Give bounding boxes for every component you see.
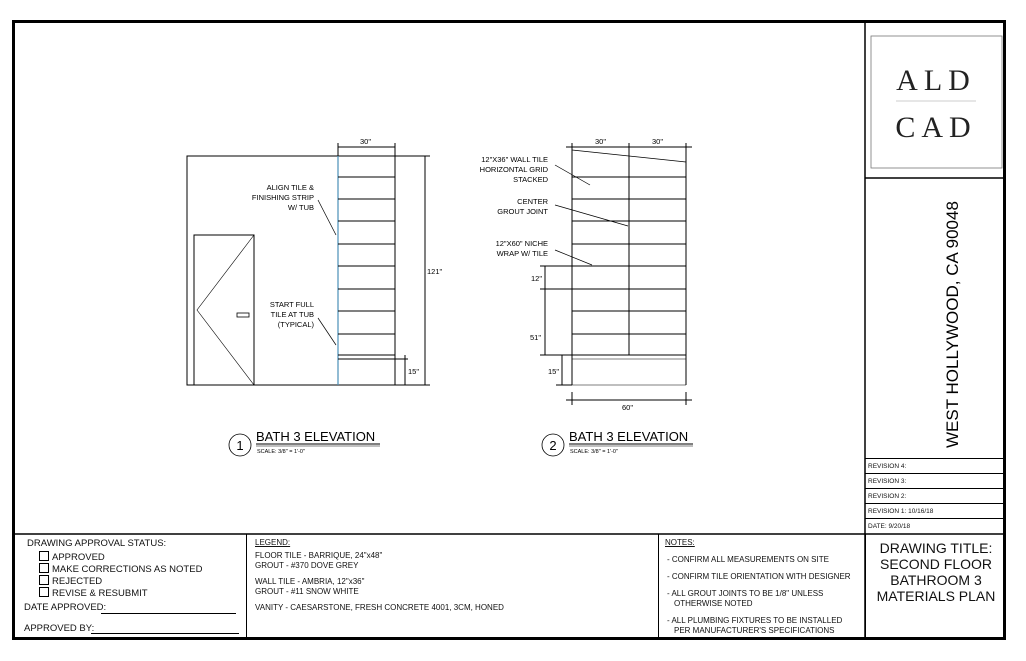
approved-by-label: APPROVED BY:: [24, 623, 95, 634]
drawing-title-line2: BATHROOM 3: [890, 572, 982, 588]
elev2-number: 2: [549, 438, 557, 453]
rejected-label: REJECTED: [52, 576, 103, 587]
notes-panel: [658, 534, 865, 639]
legend-heading: LEGEND:: [255, 538, 291, 547]
corrections-label: MAKE CORRECTIONS AS NOTED: [52, 564, 203, 575]
elev2-callout3-l2: WRAP W/ TILE: [496, 249, 548, 258]
revision-4: REVISION 4:: [865, 458, 1006, 473]
note-3-l2: OTHERWISE NOTED: [674, 599, 753, 608]
elev1-callout1-l1: ALIGN TILE &: [266, 183, 314, 192]
elev1-callout1-l2: FINISHING STRIP: [251, 193, 314, 202]
elev2-callout2-l2: GROUT JOINT: [497, 207, 548, 216]
elev1-callout2-l1: START FULL: [269, 300, 314, 309]
legend-floor-tile: FLOOR TILE - BARRIQUE, 24"x48": [255, 551, 383, 560]
note-1: - CONFIRM ALL MEASUREMENTS ON SITE: [667, 555, 829, 564]
elev2-dim-15: 15": [548, 367, 560, 376]
legend-vanity: VANITY - CAESARSTONE, FRESH CONCRETE 4001, 3CM, HONED: [255, 603, 504, 612]
date-approved-label: DATE APPROVED:: [24, 602, 107, 613]
revise-label: REVISE & RESUBMIT: [52, 588, 148, 599]
note-4-l2: PER MANUFACTURER'S SPECIFICATIONS: [674, 626, 835, 635]
elev1-dim-top: 30": [360, 137, 372, 146]
elev1-scale: SCALE: 3/8" = 1'-0": [257, 449, 305, 455]
approved-checkbox[interactable]: [39, 551, 49, 561]
project-address: WEST HOLLYWOOD, CA 90048: [943, 201, 962, 448]
approval-heading: DRAWING APPROVAL STATUS:: [27, 538, 167, 549]
elev1-callout2-l3: (TYPICAL): [277, 320, 314, 329]
elev2-dim-51: 51": [530, 333, 542, 342]
elev2-scale: SCALE: 3/8" = 1'-0": [570, 449, 618, 455]
elev2-callout3-l1: 12"X60" NICHE: [495, 239, 548, 248]
elev1-dim-base: 15": [408, 367, 420, 376]
elev1-callout2-l2: TILE AT TUB: [270, 310, 314, 319]
revision-2: REVISION 2:: [865, 488, 1006, 503]
legend-wall-tile: WALL TILE - AMBRIA, 12"x36": [255, 577, 365, 586]
elevation-2-drawing: [540, 143, 692, 405]
elev1-number: 1: [236, 438, 244, 453]
logo: [871, 36, 1002, 168]
elevation-1-drawing: [187, 143, 430, 385]
approved-label: APPROVED: [52, 552, 105, 563]
elev2-dim-top-right: 30": [652, 137, 664, 146]
drawing-title-label: DRAWING TITLE:: [879, 540, 993, 556]
elev2-callout2-l1: CENTER: [517, 197, 548, 206]
revision-date: DATE: 9/20/18: [865, 518, 1006, 533]
note-3-l1: - ALL GROUT JOINTS TO BE 1/8" UNLESS: [667, 589, 824, 598]
elev2-dim-top-left: 30": [595, 137, 607, 146]
corrections-checkbox[interactable]: [39, 563, 49, 573]
elev2-dim-12: 12": [531, 274, 543, 283]
rejected-checkbox[interactable]: [39, 575, 49, 585]
revision-block: [865, 458, 1006, 533]
elev2-dim-bottom: 60": [622, 403, 634, 412]
elev1-title: BATH 3 ELEVATION: [256, 429, 376, 444]
elev2-title: BATH 3 ELEVATION: [569, 429, 689, 444]
notes-heading: NOTES:: [665, 538, 695, 547]
revision-3: REVISION 3:: [865, 473, 1006, 488]
revision-1: REVISION 1: 10/16/18: [865, 503, 1006, 518]
elev1-callout1-l3: W/ TUB: [287, 203, 314, 212]
drawing-title-line1: SECOND FLOOR: [879, 556, 992, 572]
legend-wall-grout: GROUT - #11 SNOW WHITE: [255, 587, 359, 596]
note-4-l1: - ALL PLUMBING FIXTURES TO BE INSTALLED: [667, 616, 843, 625]
date-approved-field[interactable]: [101, 613, 236, 614]
note-2: - CONFIRM TILE ORIENTATION WITH DESIGNER: [667, 572, 851, 581]
legend-panel: [246, 534, 658, 639]
elev2-callout1-l3: STACKED: [513, 175, 548, 184]
approved-by-field[interactable]: [91, 633, 239, 634]
drawing-title-block: [865, 534, 1006, 639]
approval-panel: [15, 534, 246, 639]
revise-checkbox[interactable]: [39, 587, 49, 597]
elev1-dim-height: 121": [427, 267, 443, 276]
logo-line2: CAD: [895, 111, 977, 144]
drawing-title-line3: MATERIALS PLAN: [876, 588, 996, 604]
elev2-callout1-l2: HORIZONTAL GRID: [479, 165, 548, 174]
legend-floor-grout: GROUT - #370 DOVE GREY: [255, 561, 359, 570]
logo-line1: ALD: [896, 64, 976, 97]
elev2-callout1-l1: 12"X36" WALL TILE: [481, 155, 548, 164]
